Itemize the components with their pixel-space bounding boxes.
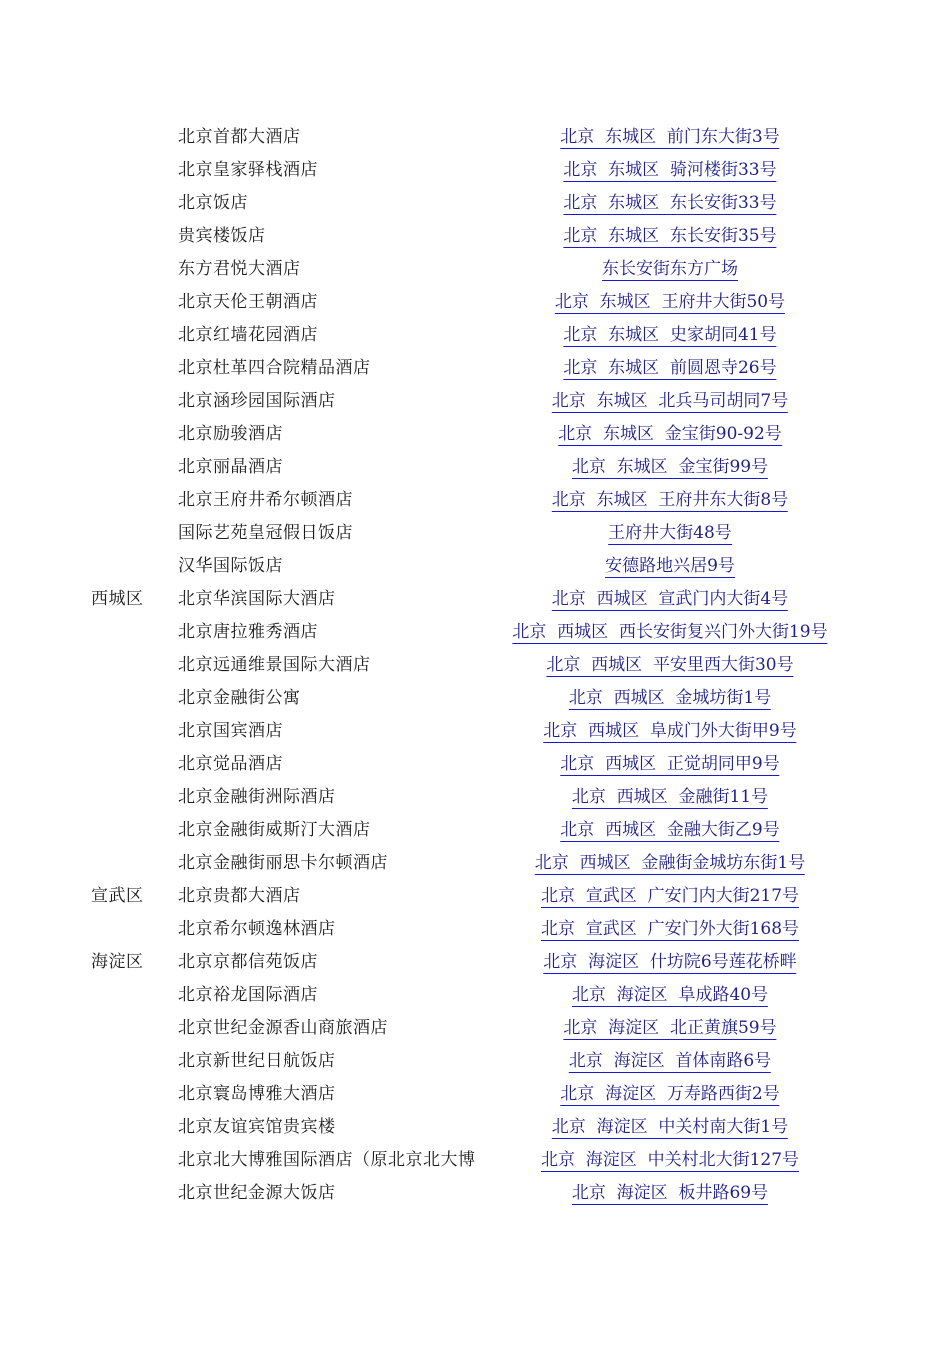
address-link[interactable]: 北京 东城区 史家胡同41号 [563,325,777,345]
hotel-name-cell: 北京杜革四合院精品酒店 [178,358,371,378]
address-link[interactable]: 北京 东城区 金宝街99号 [571,457,769,477]
hotel-name-cell: 北京世纪金源香山商旅酒店 [178,1018,388,1038]
hotel-name-cell: 北京天伦王朝酒店 [178,292,318,312]
hotel-name-cell: 北京裕龙国际酒店 [178,985,318,1005]
hotel-name-cell: 北京北大博雅国际酒店（原北京北大博 [178,1150,476,1170]
address-link[interactable]: 北京 海淀区 中关村北大街127号 [540,1150,800,1170]
hotel-name-cell: 北京红墙花园酒店 [178,325,318,345]
hotel-name-cell: 北京皇家驿栈酒店 [178,160,318,180]
address-link[interactable]: 北京 海淀区 中关村南大街1号 [551,1117,789,1137]
hotel-name-cell: 北京友谊宾馆贵宾楼 [178,1117,336,1137]
table-row [0,814,950,847]
address-link[interactable]: 北京 西城区 西长安街复兴门外大街19号 [512,622,828,642]
address-link[interactable]: 北京 西城区 正觉胡同甲9号 [560,754,780,774]
table-row [0,583,950,616]
table-row [0,913,950,946]
address-link[interactable]: 北京 东城区 金宝街90-92号 [558,424,782,444]
table-row [0,979,950,1012]
address-link[interactable]: 北京 宣武区 广安门外大街168号 [540,919,800,939]
hotel-name-cell: 北京新世纪日航饭店 [178,1051,336,1071]
hotel-name-cell: 东方君悦大酒店 [178,259,301,279]
table-row [0,319,950,352]
hotel-name-cell: 北京饭店 [178,193,248,213]
hotel-name-cell: 国际艺苑皇冠假日饭店 [178,523,353,543]
hotel-name-cell: 北京丽晶酒店 [178,457,283,477]
table-row [0,187,950,220]
address-link[interactable]: 北京 东城区 骑河楼街33号 [563,160,777,180]
address-link[interactable]: 北京 东城区 王府井东大街8号 [551,490,789,510]
table-row [0,748,950,781]
hotel-address-table [0,121,950,1210]
hotel-name-cell: 北京金融街丽思卡尔顿酒店 [178,853,388,873]
table-row [0,1012,950,1045]
table-row [0,682,950,715]
address-link[interactable]: 北京 西城区 金城坊街1号 [568,688,772,708]
hotel-name-cell: 北京金融街公寓 [178,688,301,708]
hotel-name-cell: 北京涵珍园国际酒店 [178,391,336,411]
address-link[interactable]: 北京 东城区 前门东大街3号 [560,127,780,147]
hotel-name-cell: 汉华国际饭店 [178,556,283,576]
district-cell: 海淀区 [91,952,144,972]
address-link[interactable]: 北京 西城区 金融街金城坊东街1号 [534,853,806,873]
address-link[interactable]: 北京 东城区 北兵马司胡同7号 [551,391,789,411]
address-link[interactable]: 北京 西城区 平安里西大街30号 [546,655,794,675]
address-link[interactable]: 北京 东城区 东长安街33号 [563,193,777,213]
hotel-name-cell: 北京励骏酒店 [178,424,283,444]
table-row [0,616,950,649]
address-link[interactable]: 北京 西城区 金融大街乙9号 [560,820,780,840]
address-link[interactable]: 北京 海淀区 阜成路40号 [571,985,769,1005]
address-link[interactable]: 北京 海淀区 北正黄旗59号 [563,1018,777,1038]
table-row [0,715,950,748]
table-row [0,154,950,187]
table-row [0,1111,950,1144]
address-link[interactable]: 北京 海淀区 首体南路6号 [568,1051,772,1071]
table-row [0,781,950,814]
table-row [0,220,950,253]
table-row [0,253,950,286]
table-row [0,121,950,154]
address-link[interactable]: 东长安街东方广场 [602,259,738,279]
table-row [0,286,950,319]
district-cell: 宣武区 [91,886,144,906]
hotel-name-cell: 北京远通维景国际大酒店 [178,655,371,675]
address-link[interactable]: 王府井大街48号 [608,523,732,543]
address-link[interactable]: 北京 东城区 东长安街35号 [563,226,777,246]
hotel-name-cell: 北京国宾酒店 [178,721,283,741]
address-link[interactable]: 北京 西城区 阜成门外大街甲9号 [543,721,797,741]
table-row [0,1177,950,1210]
district-cell: 西城区 [91,589,144,609]
hotel-name-cell: 北京京都信苑饭店 [178,952,318,972]
hotel-name-cell: 北京金融街洲际酒店 [178,787,336,807]
address-link[interactable]: 北京 西城区 宣武门内大街4号 [551,589,789,609]
hotel-name-cell: 北京王府井希尔顿酒店 [178,490,353,510]
table-row [0,946,950,979]
table-row [0,451,950,484]
table-row [0,352,950,385]
hotel-name-cell: 北京觉品酒店 [178,754,283,774]
address-link[interactable]: 安德路地兴居9号 [605,556,735,576]
hotel-name-cell: 北京首都大酒店 [178,127,301,147]
address-link[interactable]: 北京 宣武区 广安门内大街217号 [540,886,800,906]
table-row [0,880,950,913]
address-link[interactable]: 北京 海淀区 什坊院6号莲花桥畔 [543,952,797,972]
hotel-name-cell: 北京唐拉雅秀酒店 [178,622,318,642]
table-row [0,550,950,583]
hotel-name-cell: 北京华滨国际大酒店 [178,589,336,609]
hotel-name-cell: 北京寰岛博雅大酒店 [178,1084,336,1104]
table-row [0,517,950,550]
table-row [0,1078,950,1111]
hotel-name-cell: 北京金融街威斯汀大酒店 [178,820,371,840]
address-link[interactable]: 北京 西城区 金融街11号 [571,787,769,807]
address-link[interactable]: 北京 海淀区 万寿路西街2号 [560,1084,780,1104]
table-row [0,1144,950,1177]
table-row [0,847,950,880]
table-row [0,649,950,682]
address-link[interactable]: 北京 东城区 前圆恩寺26号 [563,358,777,378]
table-row [0,1045,950,1078]
address-link[interactable]: 北京 海淀区 板井路69号 [571,1183,769,1203]
address-link[interactable]: 北京 东城区 王府井大街50号 [554,292,786,312]
hotel-name-cell: 北京希尔顿逸林酒店 [178,919,336,939]
table-row [0,418,950,451]
hotel-name-cell: 北京世纪金源大饭店 [178,1183,336,1203]
table-row [0,385,950,418]
hotel-name-cell: 贵宾楼饭店 [178,226,266,246]
hotel-name-cell: 北京贵都大酒店 [178,886,301,906]
table-row [0,484,950,517]
